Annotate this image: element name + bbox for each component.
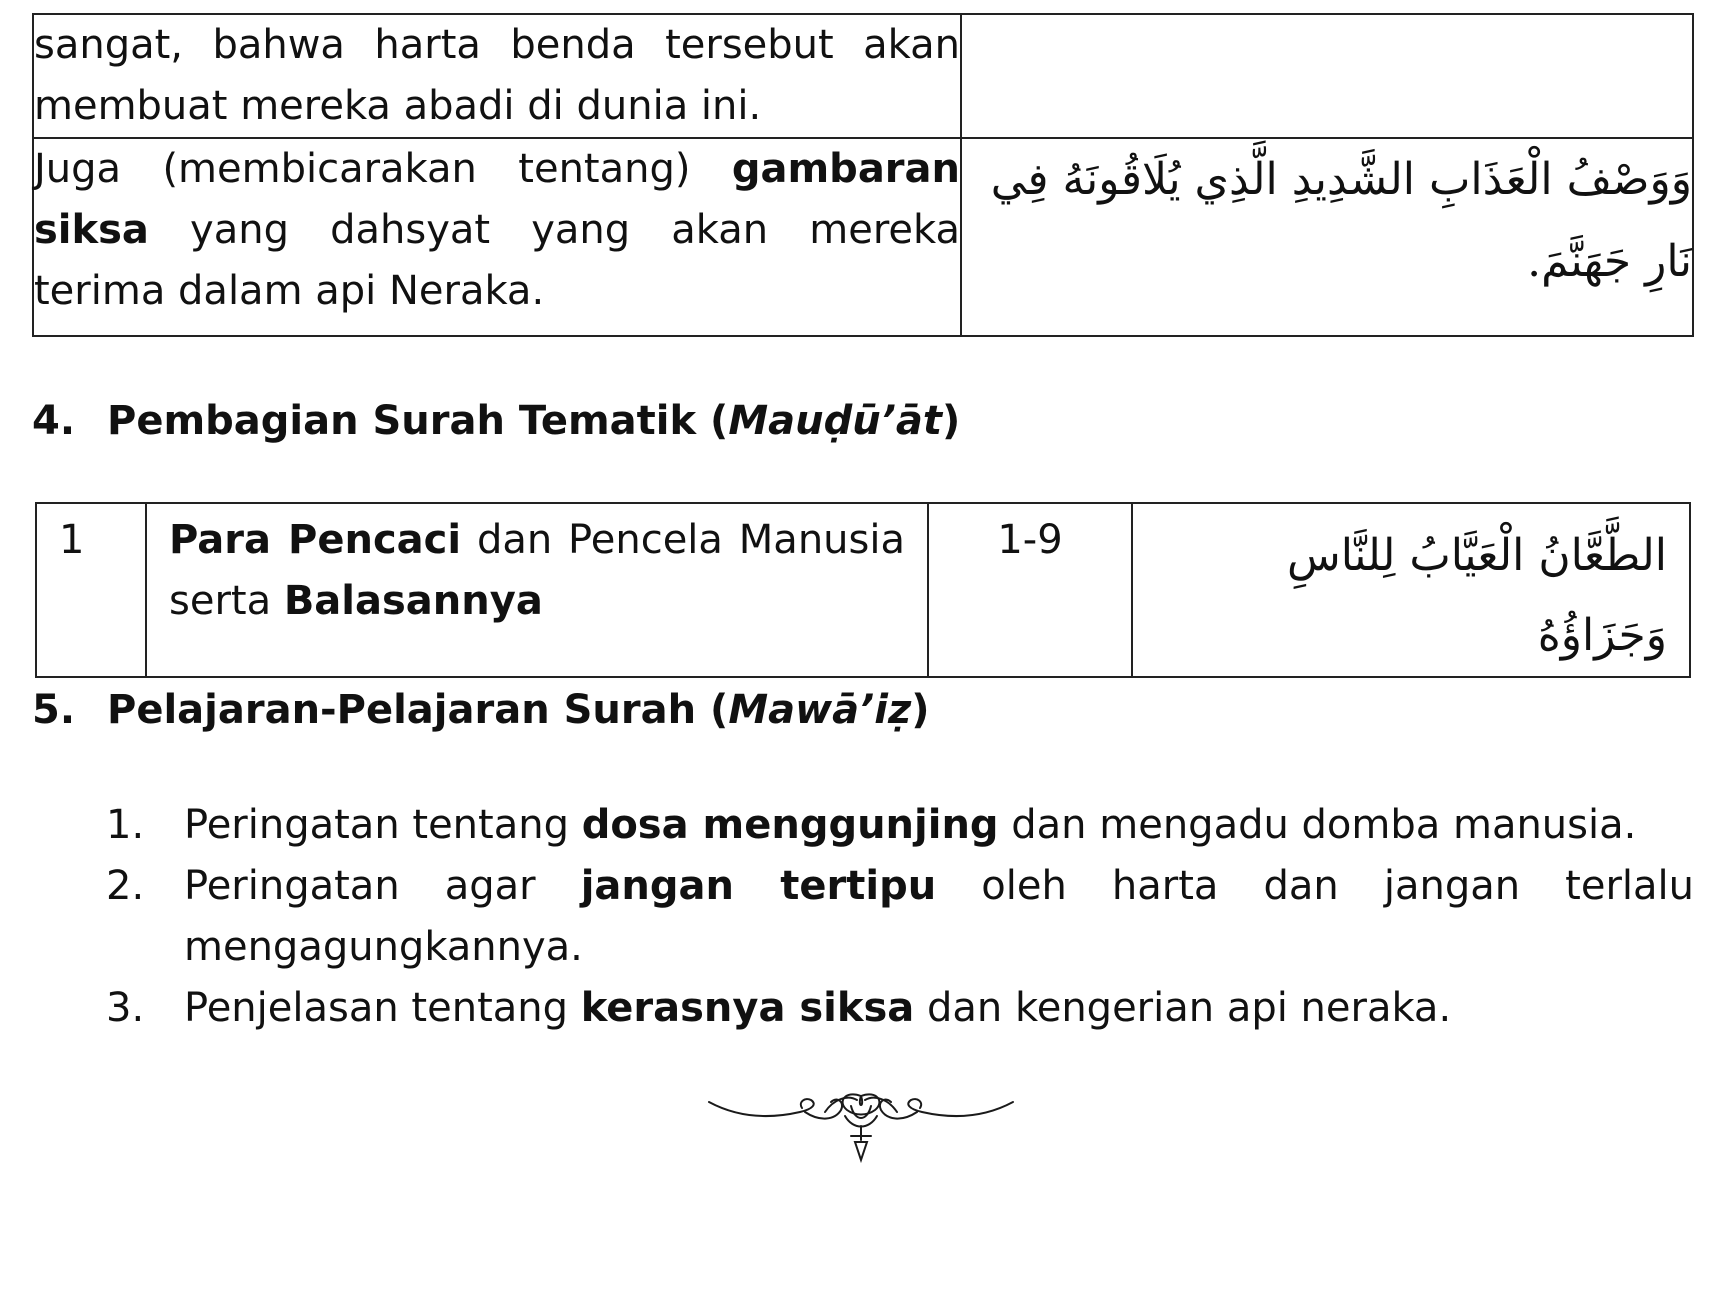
indonesian-cell	[33, 138, 961, 336]
theme-ayah-range-cell: 1-9	[928, 503, 1132, 677]
section-number: 5.	[32, 687, 76, 733]
section-transliteration: Mawā’iẓ	[728, 687, 912, 733]
list-marker: 1.	[106, 802, 145, 848]
theme-table	[35, 502, 1691, 678]
text-run: yang dahsyat yang akan mereka terima dalam api Neraka.	[34, 207, 960, 314]
list-marker: 2.	[106, 863, 145, 909]
section-heading-5	[32, 685, 930, 735]
text-run: Juga (membicarakan tentang)	[34, 146, 732, 192]
text-run: oleh harta dan jangan terlalu mengagungkannya.	[184, 863, 1695, 970]
list-item	[106, 856, 1694, 978]
text-run: Peringatan agar	[184, 863, 581, 909]
text-run: sangat, bahwa harta benda tersebut akan membuat mereka abadi di dunia ini.	[34, 22, 960, 129]
theme-title-cell	[146, 503, 928, 677]
text-run: dan mengadu domba manusia.	[998, 802, 1637, 848]
section-title: Pembagian Surah Tematik (	[107, 398, 729, 444]
list-item	[106, 978, 1694, 1039]
arabic-cell	[961, 14, 1693, 138]
theme-number-cell: 1	[36, 503, 146, 677]
table-row	[33, 14, 1693, 138]
list-item-text	[184, 863, 1694, 970]
bold-text-run: kerasnya siksa	[580, 985, 915, 1031]
arabic-cell: وَوَصْفُ الْعَذَابِ الشَّدِيدِ الَّذِي يُلَاقُونَهُ فِي نَارِ جَهَنَّمَ.	[961, 138, 1693, 336]
lessons-list	[106, 795, 1694, 1039]
list-item-text	[184, 802, 1636, 848]
bold-text-run: Balasannya	[283, 578, 543, 624]
content-table	[32, 13, 1694, 337]
bold-text-run: dosa menggunjing	[581, 802, 999, 848]
section-title-close: )	[942, 398, 961, 444]
text-run: dan kengerian api neraka.	[914, 985, 1452, 1031]
text-run: Peringatan tentang	[184, 802, 582, 848]
section-title-close: )	[911, 687, 930, 733]
bold-text-run: Para Pencaci	[169, 517, 462, 563]
table-row	[33, 138, 1693, 336]
section-number: 4.	[32, 398, 76, 444]
indonesian-cell	[33, 14, 961, 138]
text-run: Penjelasan tentang	[184, 985, 581, 1031]
list-item-text	[184, 985, 1451, 1031]
bold-text-run: gambaran siksa	[34, 146, 960, 253]
table-row	[36, 503, 1690, 677]
section-title: Pelajaran-Pelajaran Surah (	[107, 687, 729, 733]
theme-arabic-cell: الطَّعَّانُ الْعَيَّابُ لِلنَّاسِ وَجَزَاؤُهُ	[1132, 503, 1690, 677]
flourish-divider-icon	[705, 1082, 1017, 1164]
list-item	[106, 795, 1694, 856]
bold-text-run: jangan tertipu	[580, 863, 937, 909]
section-transliteration: Mauḍū’āt	[728, 398, 943, 444]
text-run: dan Pencela Manusia serta	[169, 517, 905, 624]
list-marker: 3.	[106, 985, 145, 1031]
section-heading-4	[32, 396, 960, 446]
